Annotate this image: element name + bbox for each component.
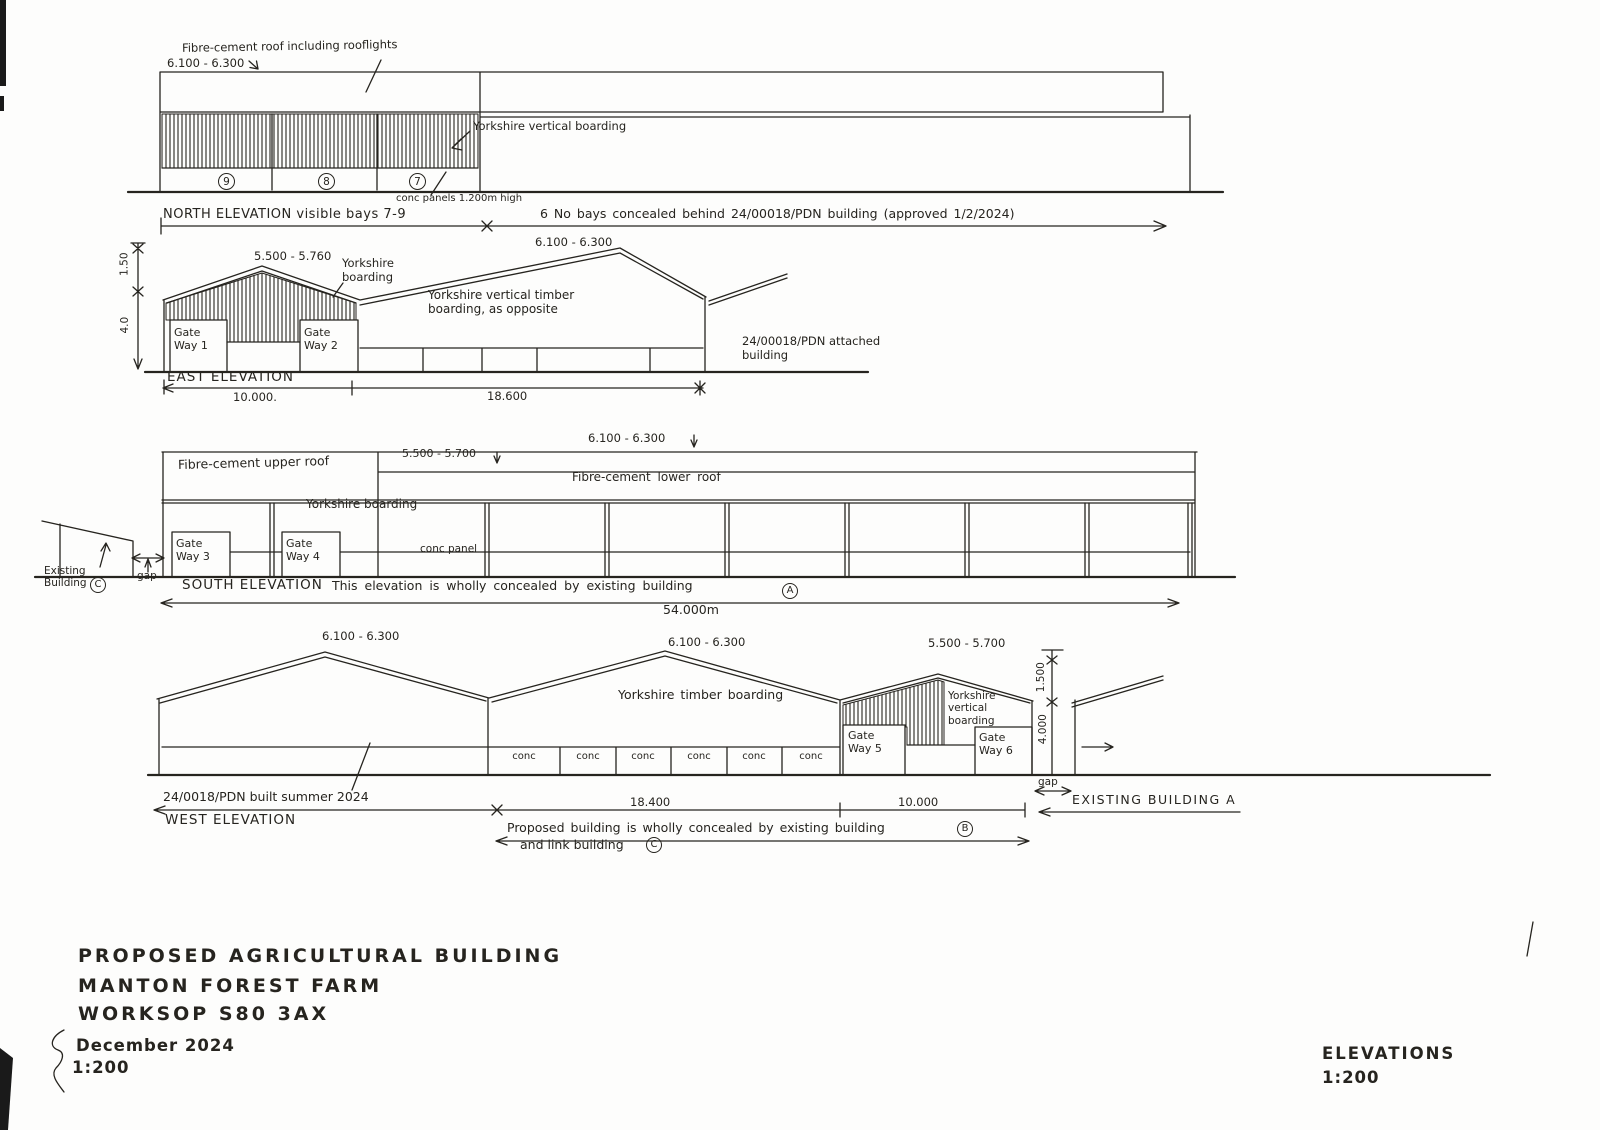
south-lower-ridge-dim: 5.500 - 5.700 [402, 447, 476, 460]
drawing-scale: 1:200 [72, 1058, 130, 1077]
south-lower-roof-note: Fibre-cement lower roof [572, 470, 721, 484]
site-name: MANTON FOREST FARM [78, 975, 383, 997]
south-concealed-note: This elevation is wholly concealed by existing building [332, 578, 693, 593]
conc-panel-label: conc [631, 751, 655, 762]
building-a-ref: A [782, 583, 798, 599]
west-ridge-dim-mid: 6.100 - 6.300 [668, 635, 746, 649]
west-link-note: and link building [520, 837, 624, 852]
east-small-ridge-dim: 5.500 - 5.760 [254, 249, 332, 263]
gateway-1-label: Gate Way 1 [174, 326, 208, 352]
east-height-dim-upper: 1.50 [118, 252, 131, 276]
south-gap-label: gap [137, 570, 157, 582]
south-elevation-title: SOUTH ELEVATION [182, 577, 323, 593]
west-dim-10000: 10.000 [898, 795, 939, 809]
west-elevation-title: WEST ELEVATION [165, 812, 297, 828]
site-address: WORKSOP S80 3AX [78, 1003, 330, 1025]
north-conc-note: conc panels 1.200m high [396, 193, 523, 204]
bay-number-8: 8 [318, 173, 335, 190]
west-boarding-right-note: Yorkshire vertical boarding [948, 690, 996, 727]
east-boarding-main-note: Yorkshire vertical timber boarding, as opposite [428, 288, 575, 317]
sheet-scale: 1:200 [1322, 1068, 1380, 1087]
bay-number-9: 9 [218, 173, 235, 190]
gateway-5-label: Gate Way 5 [848, 729, 882, 755]
west-height-dim-upper: 1.500 [1034, 662, 1047, 693]
west-dim-18400: 18.400 [630, 795, 671, 809]
south-ridge-dim: 6.100 - 6.300 [588, 431, 666, 445]
south-boarding-note: Yorkshire boarding [306, 497, 418, 511]
west-built-note: 24/0018/PDN built summer 2024 [163, 789, 369, 804]
bay-number-7: 7 [409, 173, 426, 190]
conc-panel-label: conc [512, 751, 536, 762]
west-elevation-linework [148, 650, 1490, 845]
sheet-name: ELEVATIONS [1322, 1044, 1456, 1063]
south-conc-note: conc panel [420, 543, 478, 555]
drawing-date: December 2024 [76, 1036, 235, 1055]
conc-panel-label: conc [576, 751, 600, 762]
west-concealed-note: Proposed building is wholly concealed by existing building [507, 820, 885, 835]
north-roof-note: Fibre-cement roof including rooflights [181, 37, 398, 55]
gateway-2-label: Gate Way 2 [304, 326, 338, 352]
conc-panel-label: conc [742, 751, 766, 762]
west-gap-label: gap [1038, 776, 1058, 788]
east-elevation-title: EAST ELEVATION [167, 369, 294, 385]
building-b-ref: B [957, 821, 973, 837]
gateway-3-label: Gate Way 3 [176, 537, 210, 563]
west-ridge-dim-right: 5.500 - 5.700 [928, 636, 1006, 650]
north-concealed-note: 6 No bays concealed behind 24/00018/PDN building (approved 1/2/2024) [540, 206, 1015, 221]
west-ridge-dim-left: 6.100 - 6.300 [322, 629, 400, 643]
west-height-dim-wall: 4.000 [1036, 714, 1049, 745]
gateway-6-label: Gate Way 6 [979, 731, 1013, 757]
conc-panel-label: conc [799, 751, 823, 762]
north-boarding-note: Yorkshire vertical boarding [473, 119, 627, 133]
existing-building-a-label: EXISTING BUILDING A [1072, 792, 1237, 807]
existing-building-c-ref: C [90, 577, 106, 593]
east-dim-18600: 18.600 [487, 389, 528, 403]
east-height-dim-wall: 4.0 [119, 316, 132, 334]
south-total-dim: 54.000m [663, 602, 719, 617]
link-building-c-ref: C [646, 837, 662, 853]
existing-building-c-label: Existing Building [44, 565, 87, 590]
east-boarding-small-note: Yorkshire boarding [342, 256, 394, 284]
west-boarding-mid-note: Yorkshire timber boarding [618, 687, 784, 702]
conc-panel-label: conc [687, 751, 711, 762]
north-elevation-title: NORTH ELEVATION visible bays 7-9 [163, 207, 407, 222]
gateway-4-label: Gate Way 4 [286, 537, 320, 563]
project-title: PROPOSED AGRICULTURAL BUILDING [78, 945, 563, 967]
east-main-ridge-dim: 6.100 - 6.300 [535, 235, 613, 249]
east-attached-building-note: 24/00018/PDN attached building [742, 334, 881, 362]
north-ridge-dim: 6.100 - 6.300 [167, 56, 245, 70]
south-upper-roof-note: Fibre-cement upper roof [177, 453, 330, 472]
east-dim-10000: 10.000. [233, 390, 277, 404]
